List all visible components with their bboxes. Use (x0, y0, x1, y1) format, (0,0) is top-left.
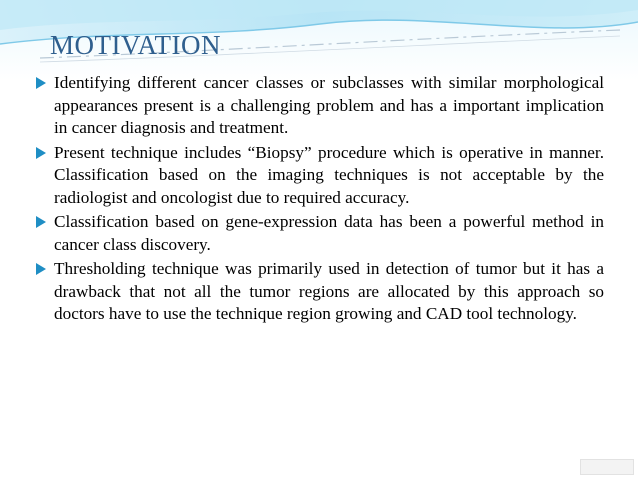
list-item (36, 211, 604, 256)
list-item (36, 72, 604, 140)
slide-title: MOTIVATION (50, 30, 221, 60)
list-item (36, 142, 604, 210)
triangle-bullet-icon (36, 263, 46, 275)
triangle-bullet-icon (36, 147, 46, 159)
corner-placeholder (580, 459, 634, 475)
list-item (36, 258, 604, 326)
triangle-bullet-icon (36, 216, 46, 228)
bullet-text: Thresholding technique was primarily used in detection of tumor but it has a drawback that not all the tumor regions are allocated by this approach so doctors have to use the technique region growing and CAD tool technology. (54, 259, 604, 323)
bullet-text: Present technique includes “Biopsy” procedure which is operative in manner. Classification based on the imaging techniques is not acceptable by the radiologist and oncologist due to required accuracy. (54, 142, 604, 207)
bullet-text: Identifying different cancer classes or subclasses with similar morphological appearances present is a challenging problem and has a important implication in cancer diagnosis and treatment. (54, 73, 604, 137)
bullet-text: Classification based on gene-expression data has been a powerful method in cancer class discovery. (54, 212, 604, 254)
triangle-bullet-icon (36, 77, 46, 89)
bullet-list (36, 72, 604, 328)
